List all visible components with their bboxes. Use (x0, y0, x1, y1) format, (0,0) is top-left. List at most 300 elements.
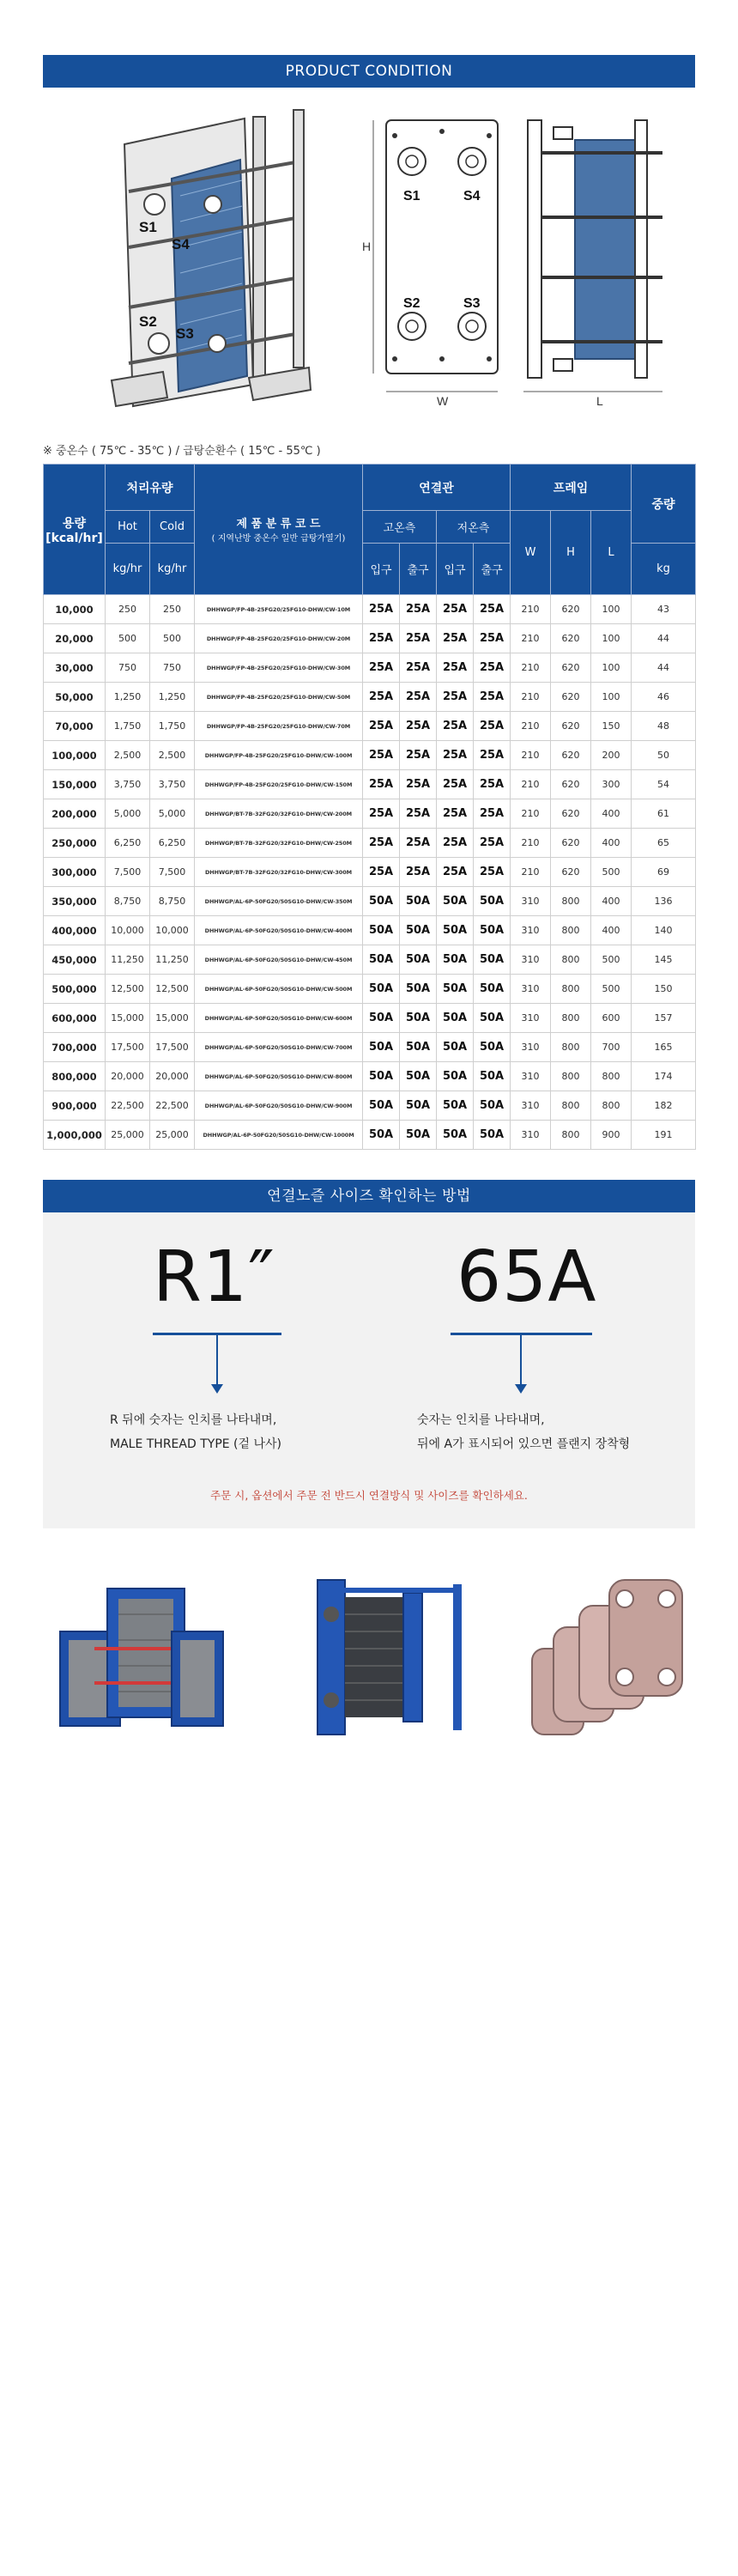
flange-pointer-line (520, 1335, 522, 1385)
table-row (44, 683, 696, 712)
cell-frame-h: 800 (551, 945, 591, 975)
cell-frame-l: 500 (591, 975, 632, 1004)
cell-frame-h: 800 (551, 1062, 591, 1091)
cell-hot-flow: 11,250 (106, 945, 150, 975)
cell-frame-l: 500 (591, 945, 632, 975)
spec-table-wrapper (43, 464, 695, 1150)
cell-high-in: 25A (363, 741, 400, 770)
cell-frame-h: 620 (551, 741, 591, 770)
cell-low-out: 25A (474, 624, 511, 653)
col-hot: Hot (106, 511, 150, 544)
cell-frame-l: 400 (591, 829, 632, 858)
cell-frame-w: 310 (511, 887, 551, 916)
cell-high-out: 25A (400, 770, 437, 799)
col-w: W (511, 511, 551, 595)
cell-hot-flow: 12,500 (106, 975, 150, 1004)
cell-low-out: 25A (474, 829, 511, 858)
cell-cold-flow: 750 (150, 653, 195, 683)
col-low-in: 입구 (437, 544, 474, 595)
cell-high-in: 25A (363, 624, 400, 653)
cell-frame-l: 800 (591, 1091, 632, 1121)
cell-frame-l: 100 (591, 595, 632, 624)
col-capacity: 용량 [kcal/hr] (44, 465, 106, 595)
cell-frame-w: 310 (511, 975, 551, 1004)
col-connection: 연결관 (363, 465, 511, 511)
cell-high-in: 50A (363, 1091, 400, 1121)
col-weight: 중량 (632, 465, 696, 544)
cell-weight: 191 (632, 1121, 696, 1150)
cell-capacity: 150,000 (44, 770, 106, 799)
cell-capacity: 30,000 (44, 653, 106, 683)
table-row (44, 799, 696, 829)
cell-product-code: DHHWGP/FP-4B-25FG20/25FG10-DHW/CW-70M (195, 712, 363, 741)
cell-hot-flow: 6,250 (106, 829, 150, 858)
cell-frame-w: 310 (511, 1062, 551, 1091)
cell-hot-flow: 500 (106, 624, 150, 653)
cell-product-code: DHHWGP/FP-4B-25FG20/25FG10-DHW/CW-50M (195, 683, 363, 712)
cell-weight: 136 (632, 887, 696, 916)
cell-product-code: DHHWGP/BT-7B-32FG20/32FG10-DHW/CW-300M (195, 858, 363, 887)
cell-high-out: 50A (400, 975, 437, 1004)
thread-symbol: R1″ (153, 1236, 275, 1318)
cell-cold-flow: 11,250 (150, 945, 195, 975)
cell-high-out: 25A (400, 624, 437, 653)
product-photos (43, 1546, 695, 1760)
cell-weight: 54 (632, 770, 696, 799)
cell-high-out: 50A (400, 1004, 437, 1033)
cell-frame-w: 210 (511, 683, 551, 712)
table-row (44, 712, 696, 741)
product-diagrams (43, 101, 695, 410)
cell-product-code: DHHWGP/AL-6P-50FG20/50SG10-DHW/CW-700M (195, 1033, 363, 1062)
cell-frame-w: 210 (511, 595, 551, 624)
col-high-in: 입구 (363, 544, 400, 595)
cell-product-code: DHHWGP/FP-4B-25FG20/25FG10-DHW/CW-10M (195, 595, 363, 624)
cell-cold-flow: 25,000 (150, 1121, 195, 1150)
photo-heat-plates (532, 1580, 682, 1735)
cell-product-code: DHHWGP/AL-6P-50FG20/50SG10-DHW/CW-450M (195, 945, 363, 975)
port-label-s4: S4 (172, 236, 190, 252)
col-cold-unit: kg/hr (150, 544, 195, 595)
cell-capacity: 200,000 (44, 799, 106, 829)
cell-low-out: 50A (474, 916, 511, 945)
cell-low-out: 50A (474, 975, 511, 1004)
cell-capacity: 600,000 (44, 1004, 106, 1033)
cell-frame-h: 800 (551, 1004, 591, 1033)
cell-frame-l: 400 (591, 916, 632, 945)
cell-capacity: 300,000 (44, 858, 106, 887)
cell-low-in: 50A (437, 945, 474, 975)
table-row (44, 653, 696, 683)
cell-capacity: 900,000 (44, 1091, 106, 1121)
cell-high-out: 50A (400, 887, 437, 916)
front-port-s3: S3 (463, 296, 481, 311)
cell-weight: 69 (632, 858, 696, 887)
side-view-drawing (523, 120, 662, 392)
cell-cold-flow: 17,500 (150, 1033, 195, 1062)
cell-low-in: 50A (437, 1062, 474, 1091)
table-row (44, 1062, 696, 1091)
cell-hot-flow: 25,000 (106, 1121, 150, 1150)
cell-high-out: 50A (400, 1033, 437, 1062)
cell-low-out: 25A (474, 683, 511, 712)
cell-capacity: 100,000 (44, 741, 106, 770)
cell-frame-w: 210 (511, 799, 551, 829)
col-low-out: 출구 (474, 544, 511, 595)
cell-product-code: DHHWGP/AL-6P-50FG20/50SG10-DHW/CW-800M (195, 1062, 363, 1091)
cell-hot-flow: 20,000 (106, 1062, 150, 1091)
port-label-s3: S3 (176, 325, 194, 342)
cell-cold-flow: 22,500 (150, 1091, 195, 1121)
cell-frame-h: 620 (551, 829, 591, 858)
table-row (44, 916, 696, 945)
dim-length-label: L (596, 394, 603, 408)
front-port-s2: S2 (403, 296, 420, 311)
cell-frame-l: 200 (591, 741, 632, 770)
port-label-s2: S2 (139, 313, 157, 330)
cell-weight: 65 (632, 829, 696, 858)
cell-cold-flow: 2,500 (150, 741, 195, 770)
cell-frame-h: 800 (551, 887, 591, 916)
cell-cold-flow: 10,000 (150, 916, 195, 945)
nozzle-size-banner (43, 1180, 695, 1212)
cell-frame-h: 620 (551, 712, 591, 741)
cell-frame-h: 620 (551, 683, 591, 712)
table-row (44, 945, 696, 975)
cell-low-in: 25A (437, 595, 474, 624)
product-condition-banner (43, 55, 695, 88)
cell-hot-flow: 5,000 (106, 799, 150, 829)
cell-cold-flow: 1,750 (150, 712, 195, 741)
cell-frame-l: 100 (591, 653, 632, 683)
cell-cold-flow: 500 (150, 624, 195, 653)
cell-high-out: 25A (400, 683, 437, 712)
cell-low-out: 50A (474, 887, 511, 916)
cell-frame-h: 620 (551, 858, 591, 887)
cell-frame-l: 600 (591, 1004, 632, 1033)
table-row (44, 829, 696, 858)
table-row (44, 1004, 696, 1033)
cell-high-in: 50A (363, 1004, 400, 1033)
cell-low-in: 50A (437, 887, 474, 916)
cell-cold-flow: 3,750 (150, 770, 195, 799)
cell-low-in: 25A (437, 624, 474, 653)
col-l: L (591, 511, 632, 595)
spec-table-body (44, 595, 696, 1150)
cell-capacity: 10,000 (44, 595, 106, 624)
thread-pointer-line (216, 1335, 218, 1385)
cell-frame-w: 310 (511, 1121, 551, 1150)
cell-hot-flow: 1,250 (106, 683, 150, 712)
cell-frame-w: 210 (511, 829, 551, 858)
temperature-note: ※ 중온수 ( 75℃ - 35℃ ) / 급탕순환수 ( 15℃ - 55℃ ) (43, 445, 321, 458)
cell-low-out: 25A (474, 799, 511, 829)
cell-frame-w: 210 (511, 712, 551, 741)
cell-frame-h: 800 (551, 975, 591, 1004)
cell-cold-flow: 250 (150, 595, 195, 624)
cell-capacity: 50,000 (44, 683, 106, 712)
cell-high-out: 50A (400, 1091, 437, 1121)
flange-symbol: 65A (457, 1236, 597, 1318)
table-row (44, 624, 696, 653)
cell-high-out: 25A (400, 653, 437, 683)
cell-hot-flow: 17,500 (106, 1033, 150, 1062)
photo-exchanger-pair (60, 1589, 223, 1726)
cell-low-in: 50A (437, 916, 474, 945)
cell-capacity: 400,000 (44, 916, 106, 945)
cell-weight: 182 (632, 1091, 696, 1121)
cell-product-code: DHHWGP/AL-6P-50FG20/50SG10-DHW/CW-900M (195, 1091, 363, 1121)
cell-hot-flow: 15,000 (106, 1004, 150, 1033)
cell-weight: 61 (632, 799, 696, 829)
cell-frame-h: 800 (551, 916, 591, 945)
cell-high-in: 50A (363, 1062, 400, 1091)
cell-hot-flow: 750 (106, 653, 150, 683)
cell-product-code: DHHWGP/AL-6P-50FG20/50SG10-DHW/CW-400M (195, 916, 363, 945)
cell-cold-flow: 8,750 (150, 887, 195, 916)
cell-high-out: 50A (400, 916, 437, 945)
cell-frame-w: 210 (511, 624, 551, 653)
cell-frame-l: 300 (591, 770, 632, 799)
cell-product-code: DHHWGP/AL-6P-50FG20/50SG10-DHW/CW-600M (195, 1004, 363, 1033)
cell-frame-w: 310 (511, 1004, 551, 1033)
cell-frame-w: 210 (511, 858, 551, 887)
cell-low-in: 50A (437, 1004, 474, 1033)
cell-hot-flow: 7,500 (106, 858, 150, 887)
cell-high-out: 25A (400, 595, 437, 624)
table-row (44, 1121, 696, 1150)
cell-high-in: 25A (363, 858, 400, 887)
cell-frame-w: 310 (511, 1091, 551, 1121)
cell-high-out: 25A (400, 829, 437, 858)
cell-capacity: 250,000 (44, 829, 106, 858)
cell-frame-l: 100 (591, 624, 632, 653)
cell-frame-w: 210 (511, 741, 551, 770)
cell-frame-h: 800 (551, 1091, 591, 1121)
col-flow: 처리유량 (106, 465, 195, 511)
cell-low-in: 50A (437, 975, 474, 1004)
cell-low-out: 50A (474, 1004, 511, 1033)
cell-product-code: DHHWGP/BT-7B-32FG20/32FG10-DHW/CW-250M (195, 829, 363, 858)
cell-cold-flow: 5,000 (150, 799, 195, 829)
port-label-s1: S1 (139, 219, 157, 235)
cell-cold-flow: 7,500 (150, 858, 195, 887)
cell-capacity: 20,000 (44, 624, 106, 653)
section-title: PRODUCT CONDITION (285, 63, 453, 80)
dim-height-label: H (362, 240, 372, 253)
cell-capacity: 800,000 (44, 1062, 106, 1091)
flange-arrow-icon (515, 1384, 527, 1394)
cell-high-out: 25A (400, 741, 437, 770)
cell-low-out: 50A (474, 1062, 511, 1091)
cell-low-in: 25A (437, 653, 474, 683)
section-title: 연결노즐 사이즈 확인하는 방법 (267, 1188, 471, 1205)
cell-high-in: 50A (363, 945, 400, 975)
cell-weight: 43 (632, 595, 696, 624)
cell-high-in: 25A (363, 595, 400, 624)
dim-width-label: W (437, 394, 449, 408)
cell-frame-l: 100 (591, 683, 632, 712)
order-warning: 주문 시, 옵션에서 주문 전 반드시 연결방식 및 사이즈를 확인하세요. (210, 1489, 528, 1502)
cell-product-code: DHHWGP/FP-4B-25FG20/25FG10-DHW/CW-20M (195, 624, 363, 653)
cell-high-in: 50A (363, 1033, 400, 1062)
cell-frame-h: 620 (551, 624, 591, 653)
cell-high-out: 25A (400, 712, 437, 741)
cell-low-out: 50A (474, 1091, 511, 1121)
cell-high-out: 25A (400, 799, 437, 829)
cell-capacity: 350,000 (44, 887, 106, 916)
cell-weight: 44 (632, 624, 696, 653)
cell-product-code: DHHWGP/AL-6P-50FG20/50SG10-DHW/CW-1000M (195, 1121, 363, 1150)
cell-frame-l: 400 (591, 799, 632, 829)
front-view-drawing (373, 120, 498, 392)
cell-frame-w: 310 (511, 945, 551, 975)
spec-table-header (44, 465, 696, 595)
table-row (44, 887, 696, 916)
cell-frame-h: 620 (551, 799, 591, 829)
cell-weight: 150 (632, 975, 696, 1004)
thread-arrow-icon (211, 1384, 223, 1394)
cell-high-out: 50A (400, 1121, 437, 1150)
product-photo-strip (43, 1546, 695, 1760)
cell-high-in: 50A (363, 975, 400, 1004)
cell-low-in: 25A (437, 829, 474, 858)
col-low-side: 저온측 (437, 511, 511, 544)
cell-frame-l: 400 (591, 887, 632, 916)
cell-capacity: 1,000,000 (44, 1121, 106, 1150)
cell-cold-flow: 15,000 (150, 1004, 195, 1033)
table-row (44, 975, 696, 1004)
nozzle-size-guide (43, 1212, 695, 1528)
cell-frame-h: 620 (551, 653, 591, 683)
isometric-drawing (112, 110, 311, 406)
cell-low-in: 25A (437, 770, 474, 799)
cell-cold-flow: 12,500 (150, 975, 195, 1004)
thread-description: R 뒤에 숫자는 인치를 나타내며, MALE THREAD TYPE (겉 나사) (110, 1413, 281, 1451)
front-port-s1: S1 (403, 189, 420, 204)
cell-weight: 145 (632, 945, 696, 975)
cell-low-out: 25A (474, 653, 511, 683)
col-weight-unit: kg (632, 544, 696, 595)
cell-low-out: 25A (474, 770, 511, 799)
cell-high-in: 25A (363, 799, 400, 829)
cell-high-in: 25A (363, 712, 400, 741)
cell-frame-l: 150 (591, 712, 632, 741)
cell-low-out: 25A (474, 595, 511, 624)
cell-low-out: 50A (474, 1121, 511, 1150)
cell-capacity: 700,000 (44, 1033, 106, 1062)
cell-capacity: 70,000 (44, 712, 106, 741)
cell-frame-w: 210 (511, 653, 551, 683)
col-high-out: 출구 (400, 544, 437, 595)
cell-product-code: DHHWGP/FP-4B-25FG20/25FG10-DHW/CW-150M (195, 770, 363, 799)
table-row (44, 770, 696, 799)
cell-hot-flow: 1,750 (106, 712, 150, 741)
col-frame: 프레임 (511, 465, 632, 511)
cell-low-in: 50A (437, 1091, 474, 1121)
table-row (44, 741, 696, 770)
cell-frame-h: 800 (551, 1033, 591, 1062)
cell-low-in: 25A (437, 741, 474, 770)
cell-weight: 140 (632, 916, 696, 945)
cell-capacity: 500,000 (44, 975, 106, 1004)
photo-frame-exchanger (318, 1580, 462, 1735)
cell-weight: 46 (632, 683, 696, 712)
cell-weight: 165 (632, 1033, 696, 1062)
cell-product-code: DHHWGP/AL-6P-50FG20/50SG10-DHW/CW-350M (195, 887, 363, 916)
cell-low-out: 25A (474, 712, 511, 741)
cell-hot-flow: 8,750 (106, 887, 150, 916)
cell-hot-flow: 22,500 (106, 1091, 150, 1121)
cell-low-out: 25A (474, 858, 511, 887)
heat-exchanger-diagram (43, 101, 695, 410)
table-row (44, 858, 696, 887)
cell-cold-flow: 20,000 (150, 1062, 195, 1091)
cell-product-code: DHHWGP/FP-4B-25FG20/25FG10-DHW/CW-100M (195, 741, 363, 770)
cell-low-in: 25A (437, 858, 474, 887)
cell-cold-flow: 6,250 (150, 829, 195, 858)
cell-high-out: 50A (400, 945, 437, 975)
cell-weight: 157 (632, 1004, 696, 1033)
cell-low-in: 25A (437, 712, 474, 741)
cell-frame-l: 800 (591, 1062, 632, 1091)
table-row (44, 1033, 696, 1062)
cell-high-in: 25A (363, 770, 400, 799)
cell-high-in: 50A (363, 1121, 400, 1150)
cell-low-in: 25A (437, 683, 474, 712)
cell-low-out: 25A (474, 741, 511, 770)
cell-low-in: 25A (437, 799, 474, 829)
table-row (44, 1091, 696, 1121)
cell-frame-l: 700 (591, 1033, 632, 1062)
front-port-s4: S4 (463, 189, 481, 204)
spec-table (43, 464, 696, 1150)
col-hot-unit: kg/hr (106, 544, 150, 595)
cell-weight: 48 (632, 712, 696, 741)
cell-frame-h: 620 (551, 770, 591, 799)
cell-weight: 174 (632, 1062, 696, 1091)
cell-frame-w: 210 (511, 770, 551, 799)
cell-product-code: DHHWGP/AL-6P-50FG20/50SG10-DHW/CW-500M (195, 975, 363, 1004)
cell-frame-w: 310 (511, 916, 551, 945)
cell-high-in: 25A (363, 683, 400, 712)
cell-capacity: 450,000 (44, 945, 106, 975)
cell-low-out: 50A (474, 1033, 511, 1062)
cell-product-code: DHHWGP/FP-4B-25FG20/25FG10-DHW/CW-30M (195, 653, 363, 683)
cell-low-in: 50A (437, 1033, 474, 1062)
cell-hot-flow: 250 (106, 595, 150, 624)
cell-hot-flow: 10,000 (106, 916, 150, 945)
cell-high-in: 50A (363, 887, 400, 916)
cell-high-out: 50A (400, 1062, 437, 1091)
flange-description: 숫자는 인치를 나타내며, 뒤에 A가 표시되어 있으면 플랜지 장착형 (417, 1413, 631, 1451)
col-h: H (551, 511, 591, 595)
cell-weight: 44 (632, 653, 696, 683)
cell-cold-flow: 1,250 (150, 683, 195, 712)
cell-high-in: 25A (363, 829, 400, 858)
col-code: 제 품 분 류 코 드 ( 지역난방 중온수 일반 급탕가열기) (195, 465, 363, 595)
cell-high-in: 25A (363, 653, 400, 683)
cell-frame-h: 800 (551, 1121, 591, 1150)
cell-high-out: 25A (400, 858, 437, 887)
col-cold: Cold (150, 511, 195, 544)
cell-low-out: 50A (474, 945, 511, 975)
cell-weight: 50 (632, 741, 696, 770)
cell-frame-l: 500 (591, 858, 632, 887)
cell-frame-w: 310 (511, 1033, 551, 1062)
col-high-side: 고온측 (363, 511, 437, 544)
cell-high-in: 50A (363, 916, 400, 945)
